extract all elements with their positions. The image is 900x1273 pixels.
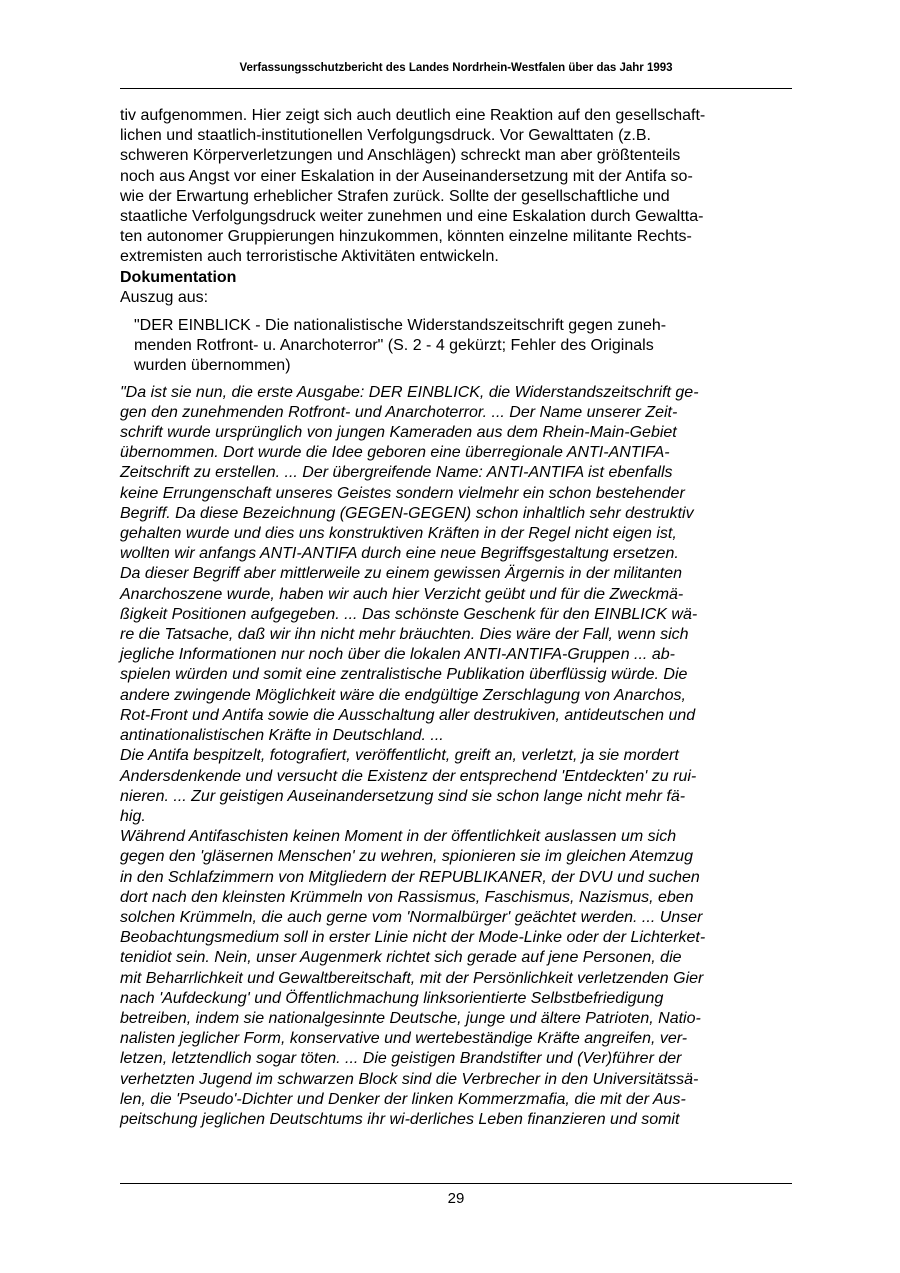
page-number: 29 bbox=[447, 1190, 465, 1207]
quote-line: "Da ist sie nun, die erste Ausgabe: DER EINBLICK, die Widerstandszeitschrift ge- bbox=[120, 383, 699, 401]
quote-line: Begriff. Da diese Bezeichnung (GEGEN-GEGEN) schon inhaltlich sehr destruktiv bbox=[120, 504, 694, 522]
quote-line: nach 'Aufdeckung' und Öffentlichmachung linksorientierte Selbstbefriedigung bbox=[120, 989, 664, 1007]
quote-line: schrift wurde ursprünglich von jungen Kameraden aus dem Rhein-Main-Gebiet bbox=[120, 424, 677, 442]
section-heading: Dokumentation bbox=[120, 268, 237, 286]
quote-line: antinationalistischen Kräfte in Deutschland. ... bbox=[120, 727, 444, 745]
quote-line: spielen würden und somit eine zentralistische Publikation überflüssig würde. Die bbox=[120, 666, 688, 684]
quote-line: letzen, letztendlich sogar töten. ... Die geistigen Brandstifter und (Ver)führer der bbox=[120, 1050, 682, 1068]
footer-divider bbox=[120, 1183, 792, 1184]
text-line: lichen und staatlich-institutionellen Verfolgungsdruck. Vor Gewalttaten (z.B. bbox=[120, 127, 651, 145]
quote-line: len, die 'Pseudo'-Dichter und Denker der linken Kommerzmafia, die mit der Aus- bbox=[120, 1090, 686, 1108]
quote-line: jegliche Informationen nur noch über die lokalen ANTI-ANTIFA-Gruppen ... ab- bbox=[120, 646, 675, 664]
citation-line: menden Rotfront- u. Anarchoterror" (S. 2 - 4 gekürzt; Fehler des Originals bbox=[134, 337, 654, 355]
quote-line: in den Schlafzimmern von Mitgliedern der REPUBLIKANER, der DVU und suchen bbox=[120, 868, 700, 886]
quote-line: Zeitschrift zu erstellen. ... Der übergreifende Name: ANTI-ANTIFA ist ebenfalls bbox=[120, 464, 673, 482]
quote-line: hig. bbox=[120, 807, 146, 825]
quote-line: Rot-Front und Antifa sowie die Ausschaltung aller destrukiven, antideutschen und bbox=[120, 706, 696, 724]
text-line: tiv aufgenommen. Hier zeigt sich auch deutlich eine Reaktion auf den gesellschaft- bbox=[120, 107, 706, 124]
text-line: schweren Körperverletzungen und Anschlägen) schreckt man aber größtenteils bbox=[120, 147, 681, 165]
quote-line: Während Antifaschisten keinen Moment in der öffentlichkeit auslassen um sich bbox=[120, 828, 677, 846]
quote-line: betreiben, indem sie nationalgesinnte Deutsche, junge und ältere Patrioten, Natio- bbox=[120, 1009, 701, 1027]
running-header: Verfassungsschutzbericht des Landes Nordrhein-Westfalen über das Jahr 1993 bbox=[239, 62, 673, 74]
quote-line: solchen Krümmeln, die auch gerne vom 'Normalbürger' geächtet werden. ... Unser bbox=[120, 908, 703, 926]
text-line: noch aus Angst vor einer Eskalation in der Auseinandersetzung mit der Antifa so- bbox=[120, 167, 693, 185]
quote-line: nieren. ... Zur geistigen Auseinandersetzung sind sie schon lange nicht mehr fä- bbox=[120, 787, 686, 805]
excerpt-label: Auszug aus: bbox=[120, 288, 209, 306]
text-line: ten autonomer Gruppierungen hinzukommen, könnten einzelne militante Rechts- bbox=[120, 228, 692, 246]
quote-line: gen den zunehmenden Rotfront- und Anarchoterror. ... Der Name unserer Zeit- bbox=[120, 403, 678, 421]
quote-line: übernommen. Dort wurde die Idee geboren eine überregionale ANTI-ANTIFA- bbox=[120, 444, 670, 462]
quote-line: Da dieser Begriff aber mittlerweile zu einem gewissen Ärgernis in der militanten bbox=[120, 565, 683, 583]
text-line: extremisten auch terroristische Aktivitäten entwickeln. bbox=[120, 248, 499, 266]
quoted-excerpt bbox=[120, 383, 792, 1131]
quote-line: peitschung jeglichen Deutschtums ihr wi-derliches Leben finanzieren und somit bbox=[120, 1110, 680, 1128]
citation-line: "DER EINBLICK - Die nationalistische Widerstandszeitschrift gegen zuneh- bbox=[134, 317, 667, 335]
quote-line: Andersdenkende und versucht die Existenz der entsprechend 'Entdeckten' zu rui- bbox=[120, 767, 697, 785]
quote-line: nalisten jeglicher Form, konservative und wertebeständige Kräfte angreifen, ver- bbox=[120, 1030, 688, 1048]
page-body bbox=[120, 106, 792, 1130]
source-citation bbox=[134, 316, 792, 377]
quote-line: mit Beharrlichkeit und Gewaltbereitschaft, mit der Persönlichkeit verletzenden Gier bbox=[120, 969, 704, 987]
quote-line: gehalten wurde und dies uns konstruktiven Kräften in der Regel nicht eigen ist, bbox=[120, 525, 677, 543]
citation-line: wurden übernommen) bbox=[134, 357, 291, 375]
quote-line: dort nach den kleinsten Krümmeln von Rassismus, Faschismus, Nazismus, eben bbox=[120, 888, 694, 906]
quote-line: gegen den 'gläsernen Menschen' zu wehren, spionieren sie im gleichen Atemzug bbox=[120, 848, 693, 866]
quote-line: verhetzten Jugend im schwarzen Block sind die Verbrecher in den Universitätssä- bbox=[120, 1070, 699, 1088]
text-line: staatliche Verfolgungsdruck weiter zunehmen und eine Eskalation durch Gewaltta- bbox=[120, 208, 704, 226]
quote-line: ßigkeit Positionen aufgegeben. ... Das schönste Geschenk für den EINBLICK wä- bbox=[120, 605, 698, 623]
quote-line: re die Tatsache, daß wir ihn nicht mehr bräuchten. Dies wäre der Fall, wenn sich bbox=[120, 626, 689, 644]
text-line: wie der Erwartung erheblicher Strafen zurück. Sollte der gesellschaftliche und bbox=[120, 187, 670, 205]
quote-line: tenidiot sein. Nein, unser Augenmerk richtet sich gerade auf jene Personen, die bbox=[120, 949, 682, 967]
quote-line: keine Errungenschaft unseres Geistes sondern vielmehr ein schon bestehender bbox=[120, 484, 685, 502]
quote-line: Anarchoszene wurde, haben wir auch hier Verzicht geübt und für die Zweckmä- bbox=[120, 585, 684, 603]
quote-line: wollten wir anfangs ANTI-ANTIFA durch eine neue Begriffsgestaltung ersetzen. bbox=[120, 545, 679, 563]
header-divider bbox=[120, 88, 792, 89]
quote-line: Die Antifa bespitzelt, fotografiert, veröffentlicht, greift an, verletzt, ja sie mordert bbox=[120, 747, 679, 765]
quote-line: Beobachtungsmedium soll in erster Linie nicht der Mode-Linke oder der Lichterket- bbox=[120, 929, 706, 947]
intro-paragraph bbox=[120, 106, 792, 268]
quote-line: andere zwingende Möglichkeit wäre die endgültige Zerschlagung von Anarchos, bbox=[120, 686, 686, 704]
